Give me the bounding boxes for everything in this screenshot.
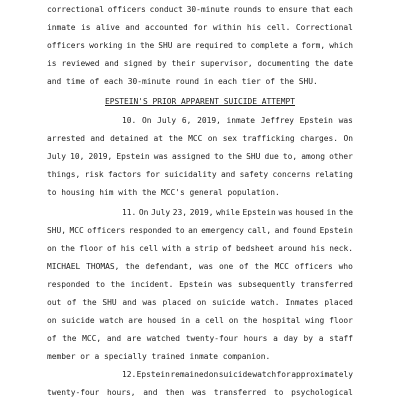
word: watch. bbox=[251, 298, 280, 307]
word: detained bbox=[110, 134, 149, 143]
word: and bbox=[106, 334, 122, 343]
word: 11. bbox=[122, 208, 137, 217]
word: then bbox=[165, 388, 185, 397]
word: of bbox=[239, 262, 249, 271]
word: are bbox=[126, 334, 142, 343]
word: officers bbox=[47, 41, 86, 50]
word: who bbox=[338, 262, 353, 271]
word: bedsheet bbox=[235, 244, 274, 253]
word: defendant, bbox=[145, 262, 193, 271]
word: the bbox=[82, 298, 97, 307]
word: placed bbox=[162, 298, 191, 307]
word: each bbox=[333, 5, 353, 14]
word: emergency bbox=[201, 226, 244, 235]
word: at bbox=[153, 134, 164, 143]
word: 10, bbox=[70, 152, 85, 161]
word: 10. bbox=[122, 116, 137, 125]
word: SHU bbox=[102, 298, 117, 307]
word: member or a specially trained inmate companion. bbox=[47, 352, 271, 361]
word: staff bbox=[329, 334, 353, 343]
word: risk bbox=[84, 170, 104, 179]
word: watch bbox=[99, 316, 124, 325]
word: day bbox=[283, 334, 298, 343]
word: due bbox=[264, 152, 279, 161]
word: Correctional bbox=[295, 23, 353, 32]
word: trafficking bbox=[242, 134, 295, 143]
word: and bbox=[220, 170, 236, 179]
word: approximately bbox=[291, 370, 353, 379]
paragraph-line bbox=[47, 187, 353, 199]
word: conduct bbox=[149, 5, 183, 14]
word: MCC bbox=[69, 226, 84, 235]
word: a bbox=[318, 334, 324, 343]
word: of bbox=[67, 298, 77, 307]
word: his bbox=[246, 23, 262, 32]
word: was bbox=[153, 152, 168, 161]
word: their bbox=[171, 59, 196, 68]
word: suicide bbox=[212, 298, 246, 307]
word: that bbox=[311, 5, 331, 14]
word: is bbox=[80, 23, 91, 32]
word: concerns bbox=[272, 170, 311, 179]
word: July bbox=[157, 116, 177, 125]
word: of bbox=[47, 334, 57, 343]
word: inmate bbox=[47, 23, 76, 32]
word: 30-minute bbox=[186, 5, 230, 14]
word: complete bbox=[250, 41, 289, 50]
word: which bbox=[329, 41, 353, 50]
word: was bbox=[191, 388, 207, 397]
word: assigned bbox=[172, 152, 211, 161]
word: Epstein bbox=[242, 208, 276, 217]
word: correctional bbox=[47, 5, 105, 14]
paragraph-line bbox=[47, 207, 353, 219]
paragraph-line bbox=[47, 151, 353, 163]
word: remained bbox=[170, 370, 209, 379]
word: watched bbox=[146, 334, 181, 343]
word: was bbox=[198, 262, 214, 271]
word: on bbox=[196, 298, 207, 307]
word: by bbox=[157, 59, 167, 68]
word: date bbox=[333, 59, 353, 68]
word: to bbox=[265, 5, 275, 14]
word: out bbox=[47, 298, 62, 307]
word: a bbox=[195, 316, 200, 325]
word: in bbox=[326, 208, 337, 217]
word: in bbox=[180, 316, 191, 325]
word: the bbox=[314, 59, 330, 68]
word: is bbox=[47, 59, 57, 68]
word: the bbox=[139, 41, 155, 50]
word: cell bbox=[139, 244, 159, 253]
word: inmate bbox=[226, 116, 256, 125]
word: 2019, bbox=[197, 116, 221, 125]
word: THOMAS, bbox=[86, 262, 120, 271]
paragraph-line bbox=[47, 133, 353, 145]
word: on bbox=[47, 244, 57, 253]
word: watch bbox=[252, 370, 277, 379]
word: On bbox=[343, 134, 353, 143]
word: the bbox=[110, 280, 125, 289]
word: around bbox=[278, 244, 307, 253]
word: cell. bbox=[266, 23, 291, 32]
word: a bbox=[292, 41, 298, 50]
word: to bbox=[175, 226, 185, 235]
word: alive bbox=[95, 23, 120, 32]
word: MICHAEL bbox=[47, 262, 81, 271]
word: July bbox=[47, 152, 67, 161]
word: twenty-four bbox=[47, 388, 100, 397]
paragraph-line bbox=[47, 115, 353, 127]
word: to housing him with the MCC's general population. bbox=[47, 188, 280, 197]
word: Epstein bbox=[116, 152, 150, 161]
word: Inmates bbox=[285, 298, 319, 307]
word: a bbox=[273, 334, 278, 343]
word: his bbox=[120, 244, 135, 253]
word: was bbox=[218, 280, 233, 289]
word: responded bbox=[47, 280, 90, 289]
word: housed bbox=[147, 316, 176, 325]
word: other bbox=[329, 152, 353, 161]
word: are bbox=[128, 316, 143, 325]
word: by bbox=[303, 334, 314, 343]
paragraph-line bbox=[47, 351, 353, 363]
word: officers bbox=[87, 226, 126, 235]
word: Jeffrey bbox=[260, 116, 294, 125]
word: on bbox=[47, 316, 57, 325]
word: 2019, bbox=[189, 208, 214, 217]
word: supervisor, bbox=[200, 59, 253, 68]
word: reviewed bbox=[61, 59, 100, 68]
word: ensure bbox=[278, 5, 308, 14]
paragraph-line bbox=[47, 315, 353, 327]
word: and bbox=[125, 23, 140, 32]
word: arrested bbox=[47, 134, 86, 143]
paragraph-line bbox=[47, 58, 353, 70]
word: the bbox=[62, 334, 77, 343]
word: the bbox=[168, 134, 183, 143]
word: call, bbox=[247, 226, 272, 235]
word: transferred bbox=[213, 388, 267, 397]
word: relating bbox=[314, 170, 353, 179]
word: and bbox=[143, 388, 158, 397]
word: a bbox=[185, 244, 191, 253]
word: strip bbox=[194, 244, 219, 253]
word: on bbox=[228, 316, 239, 325]
paragraph-line bbox=[47, 369, 353, 381]
word: floor bbox=[329, 316, 353, 325]
word: the bbox=[227, 152, 243, 161]
word: Epstein bbox=[136, 370, 170, 379]
paragraph-line bbox=[47, 169, 353, 181]
word: twenty-four bbox=[185, 334, 238, 343]
paragraph-line bbox=[47, 297, 353, 309]
word: found bbox=[292, 226, 317, 235]
word: hours, bbox=[106, 388, 136, 397]
word: and bbox=[90, 134, 105, 143]
paragraph-line bbox=[47, 333, 353, 345]
paragraph-line bbox=[47, 261, 353, 273]
word: for bbox=[145, 170, 160, 179]
word: and bbox=[104, 59, 119, 68]
paragraph-line bbox=[47, 279, 353, 291]
word: Epstein bbox=[299, 116, 333, 125]
word: and bbox=[274, 226, 289, 235]
paragraph-line bbox=[47, 387, 353, 399]
word: MCC bbox=[188, 134, 203, 143]
word: MCC bbox=[274, 262, 289, 271]
word: neck. bbox=[329, 244, 353, 253]
word: officers bbox=[294, 262, 333, 271]
word: 6, bbox=[181, 116, 192, 125]
word: within bbox=[212, 23, 242, 32]
word: was bbox=[338, 116, 353, 125]
section-heading: EPSTEIN'S PRIOR APPARENT SUICIDE ATTEMPT bbox=[104, 97, 296, 106]
word: to, bbox=[282, 152, 298, 161]
word: 12. bbox=[122, 370, 137, 379]
word: to bbox=[236, 41, 247, 50]
word: the bbox=[254, 262, 269, 271]
paragraph-line bbox=[47, 4, 353, 16]
word: on bbox=[207, 134, 218, 143]
word: On bbox=[138, 208, 149, 217]
word: the bbox=[125, 262, 140, 271]
word: safety bbox=[239, 170, 269, 179]
word: subsequently bbox=[237, 280, 295, 289]
word: responded bbox=[128, 226, 172, 235]
word: accounted bbox=[144, 23, 188, 32]
word: 23, bbox=[172, 208, 188, 217]
word: the bbox=[338, 208, 353, 217]
word: sex bbox=[222, 134, 237, 143]
word: the bbox=[243, 316, 258, 325]
word: one bbox=[218, 262, 234, 271]
word: an bbox=[188, 226, 198, 235]
paragraph-line bbox=[47, 243, 353, 255]
word: SHU bbox=[246, 152, 261, 161]
word: working bbox=[89, 41, 123, 50]
word: for bbox=[276, 370, 291, 379]
word: On bbox=[141, 116, 152, 125]
word: was bbox=[278, 208, 293, 217]
word: Epstein bbox=[319, 226, 353, 235]
word: form, bbox=[301, 41, 326, 50]
word: floor bbox=[79, 244, 103, 253]
word: with bbox=[162, 244, 182, 253]
word: MCC, bbox=[82, 334, 102, 343]
word: SHU bbox=[158, 41, 173, 50]
word: rounds bbox=[233, 5, 262, 14]
word: in bbox=[126, 41, 136, 50]
word: things, bbox=[47, 170, 81, 179]
word: wing bbox=[305, 316, 325, 325]
word: charges. bbox=[300, 134, 339, 143]
word: while bbox=[216, 208, 240, 217]
word: for bbox=[193, 23, 208, 32]
word: required bbox=[194, 41, 233, 50]
word: and bbox=[122, 298, 137, 307]
word: incident. bbox=[130, 280, 174, 289]
word: of bbox=[222, 244, 232, 253]
word: hours bbox=[243, 334, 268, 343]
word: suicide bbox=[218, 370, 252, 379]
word: signed bbox=[123, 59, 153, 68]
paragraph-line bbox=[47, 76, 353, 88]
word: documenting bbox=[257, 59, 310, 68]
word: suicidality bbox=[164, 170, 217, 179]
word: Epstein bbox=[179, 280, 213, 289]
word: the bbox=[60, 244, 75, 253]
word: psychological bbox=[291, 388, 353, 397]
word: SHU, bbox=[47, 226, 67, 235]
word: to bbox=[273, 388, 284, 397]
word: factors bbox=[108, 170, 142, 179]
word: housed bbox=[295, 208, 324, 217]
word: transferred bbox=[300, 280, 353, 289]
word: among bbox=[301, 152, 325, 161]
word: placed bbox=[324, 298, 353, 307]
word: are bbox=[176, 41, 191, 50]
word: suicide bbox=[61, 316, 95, 325]
word: officers bbox=[107, 5, 146, 14]
word: was bbox=[142, 298, 157, 307]
word: on bbox=[208, 370, 219, 379]
paragraph-line bbox=[47, 22, 353, 34]
word: July bbox=[151, 208, 171, 217]
word: cell bbox=[204, 316, 224, 325]
word: to bbox=[214, 152, 224, 161]
word: hospital bbox=[262, 316, 301, 325]
word: and time of each 30-minute round in each tier of the SHU. bbox=[47, 77, 318, 86]
word: 2019, bbox=[88, 152, 113, 161]
word: his bbox=[310, 244, 326, 253]
word: to bbox=[95, 280, 105, 289]
word: of bbox=[107, 244, 117, 253]
paragraph-line bbox=[47, 225, 353, 237]
paragraph-line bbox=[47, 40, 353, 52]
